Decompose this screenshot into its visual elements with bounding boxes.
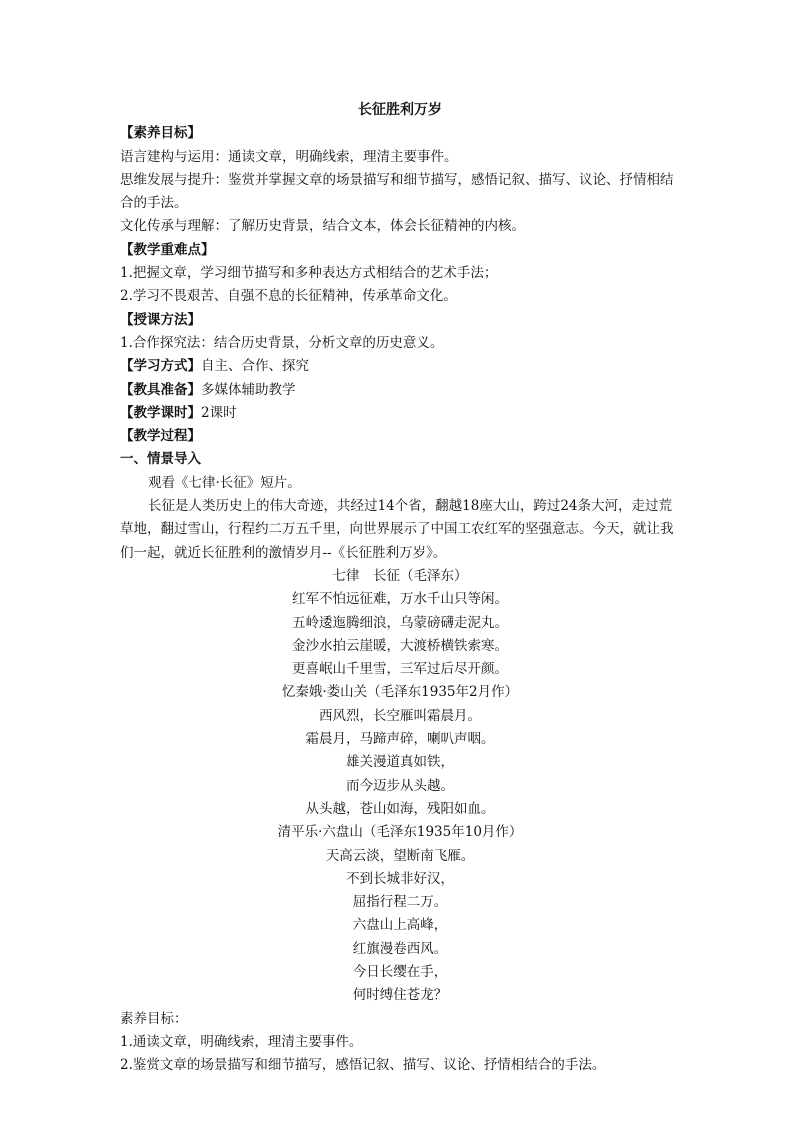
poem-line: 今日长缨在手， xyxy=(352,963,448,980)
teaching-tools-line xyxy=(120,379,680,402)
poem-title: 忆秦娥·娄山关（毛泽东1935年2月作） xyxy=(281,684,519,701)
study-mode-value: 自主、合作、探究 xyxy=(201,358,309,375)
goal-item: 思维发展与提升：鉴赏并掌握文章的场景描写和细节描写，感悟记叙、描写、议论、抒情相结合的手法。 xyxy=(120,171,674,212)
page-title: 长征胜利万岁 xyxy=(358,102,442,118)
document-page xyxy=(120,99,680,1077)
poem-title: 七律 长征（毛泽东） xyxy=(332,567,468,584)
poem-line: 红旗漫卷西风。 xyxy=(352,940,448,957)
poem-line: 天高云淡，望断南飞雁。 xyxy=(325,847,475,864)
key-points-heading: 【教学重难点】 xyxy=(120,241,215,258)
key-point-item: 1.把握文章，学习细节描写和多种表达方式相结合的艺术手法； xyxy=(120,265,498,282)
poem-line: 五岭逶迤腾细浪，乌蒙磅礴走泥丸。 xyxy=(292,614,508,631)
poem-line: 更喜岷山千里雪，三军过后尽开颜。 xyxy=(292,661,508,678)
study-mode-line xyxy=(120,355,680,378)
poem-line: 不到长城非好汉， xyxy=(346,870,454,887)
intro-paragraph: 观看《七律·长征》短片。 xyxy=(148,474,301,491)
class-hours-line xyxy=(120,402,680,425)
intro-paragraph: 长征是人类历史上的伟大奇迹，共经过14个省，翻越18座大山，跨过24条大河，走过荒草地，翻过雪山，行程约二万五千里，向世界展示了中国工农红军的坚强意志。今天，就让我们一起，就近长征胜利的激情岁月--《长征胜利万岁》。 xyxy=(120,498,674,561)
footer-goals-heading: 素养目标： xyxy=(120,1010,188,1027)
poem-line: 西风烈，长空雁叫霜晨月。 xyxy=(319,707,481,724)
study-mode-label: 【学习方式】 xyxy=(120,358,201,375)
intro-heading: 一、情景导入 xyxy=(120,451,201,468)
poem-title: 清平乐·六盘山（毛泽东1935年10月作） xyxy=(277,824,523,841)
method-heading: 【授课方法】 xyxy=(120,311,201,328)
footer-goal-item: 2.鉴赏文章的场景描写和细节描写，感悟记叙、描写、议论、抒情相结合的手法。 xyxy=(120,1057,606,1074)
key-point-item: 2.学习不畏艰苦、自强不息的长征精神，传承革命文化。 xyxy=(120,288,457,305)
goal-item: 语言建构与运用：通读文章，明确线索，理清主要事件。 xyxy=(120,148,458,165)
poem-line: 而今迈步从头越。 xyxy=(346,777,454,794)
method-item: 1.合作探究法：结合历史背景，分析文章的历史意义。 xyxy=(120,334,444,351)
goals-heading: 【素养目标】 xyxy=(120,125,201,142)
poem-line: 红军不怕远征难，万水千山只等闲。 xyxy=(292,591,508,608)
poem-line: 从头越，苍山如海，残阳如血。 xyxy=(305,800,495,817)
poem-line: 雄关漫道真如铁， xyxy=(346,754,454,771)
goal-item: 文化传承与理解：了解历史背景，结合文本，体会长征精神的内核。 xyxy=(120,218,525,235)
teaching-tools-label: 【教具准备】 xyxy=(120,381,201,398)
footer-goal-item: 1.通读文章，明确线索，理清主要事件。 xyxy=(120,1033,363,1050)
poem-block xyxy=(120,565,680,1008)
poem-line: 霜晨月，马蹄声碎，喇叭声咽。 xyxy=(305,731,495,748)
poem-line: 六盘山上高峰， xyxy=(352,917,448,934)
class-hours-label: 【教学课时】 xyxy=(120,404,201,421)
poem-line: 金沙水拍云崖暖，大渡桥横铁索寒。 xyxy=(292,637,508,654)
poem-line: 屈指行程二万。 xyxy=(352,894,448,911)
process-heading: 【教学过程】 xyxy=(120,428,201,445)
teaching-tools-value: 多媒体辅助教学 xyxy=(201,381,296,398)
poem-line: 何时缚住苍龙？ xyxy=(352,987,448,1004)
class-hours-value: 2课时 xyxy=(201,404,237,421)
